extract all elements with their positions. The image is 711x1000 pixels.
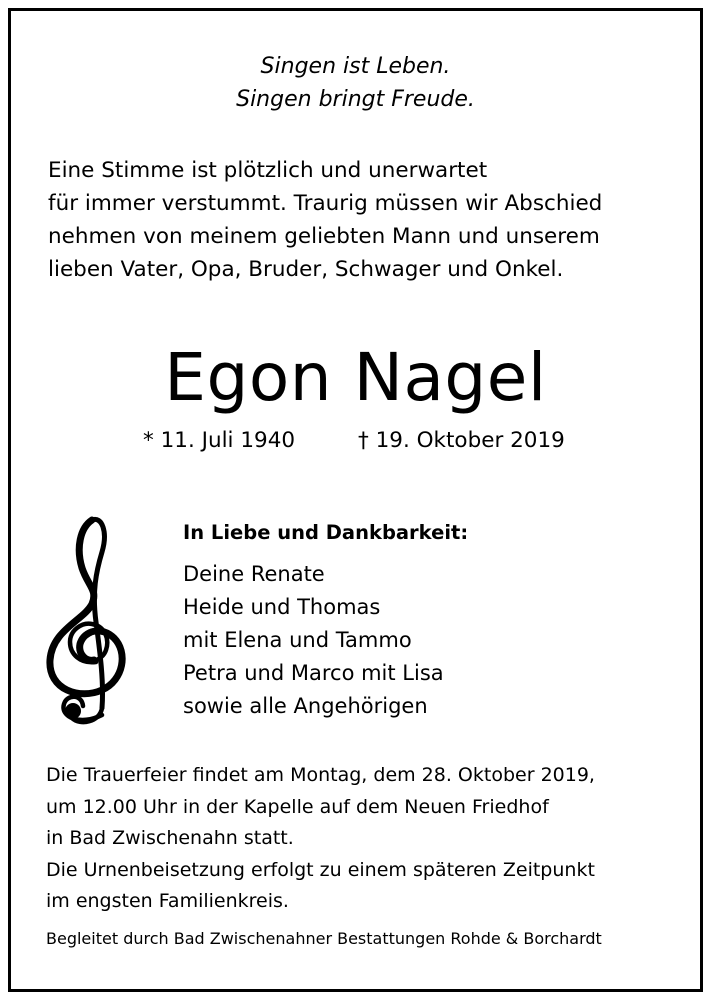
intro-line: für immer verstummt. Traurig müssen wir Abschied	[48, 191, 603, 216]
family-member: mit Elena und Tammo	[183, 628, 412, 652]
intro-line: lieben Vater, Opa, Bruder, Schwager und Onkel.	[48, 257, 564, 282]
service-line: in Bad Zwischenahn statt.	[46, 827, 294, 849]
family-heading: In Liebe und Dankbarkeit:	[183, 521, 469, 544]
motto-line-2: Singen bringt Freude.	[236, 87, 475, 112]
family-member: Petra und Marco mit Lisa	[183, 661, 444, 685]
service-line: Die Trauerfeier findet am Montag, dem 28. Oktober 2019,	[46, 764, 595, 786]
deceased-name: Egon Nagel	[164, 339, 547, 416]
intro-text	[48, 154, 688, 286]
service-line: Die Urnenbeisetzung erfolgt zu einem späteren Zeitpunkt	[46, 858, 595, 881]
death-date: † 19. Oktober 2019	[358, 428, 565, 453]
motto-line-1: Singen ist Leben.	[260, 54, 451, 79]
family-member: sowie alle Angehörigen	[183, 694, 428, 718]
treble-clef-icon	[40, 512, 140, 727]
service-details	[46, 760, 686, 918]
service-line: im engsten Familienkreis.	[46, 890, 289, 912]
birth-date: * 11. Juli 1940	[143, 428, 296, 453]
family-member: Heide und Thomas	[183, 595, 381, 619]
funeral-home-credit: Begleitet durch Bad Zwischenahner Bestattungen Rohde & Borchardt	[46, 929, 602, 948]
service-line: um 12.00 Uhr in der Kapelle auf dem Neuen Friedhof	[46, 795, 549, 818]
family-signature	[183, 518, 663, 723]
motto	[0, 50, 711, 116]
intro-line: Eine Stimme ist plötzlich und unerwartet	[48, 158, 488, 183]
intro-line: nehmen von meinem geliebten Mann und unserem	[48, 224, 600, 249]
family-member: Deine Renate	[183, 562, 325, 586]
